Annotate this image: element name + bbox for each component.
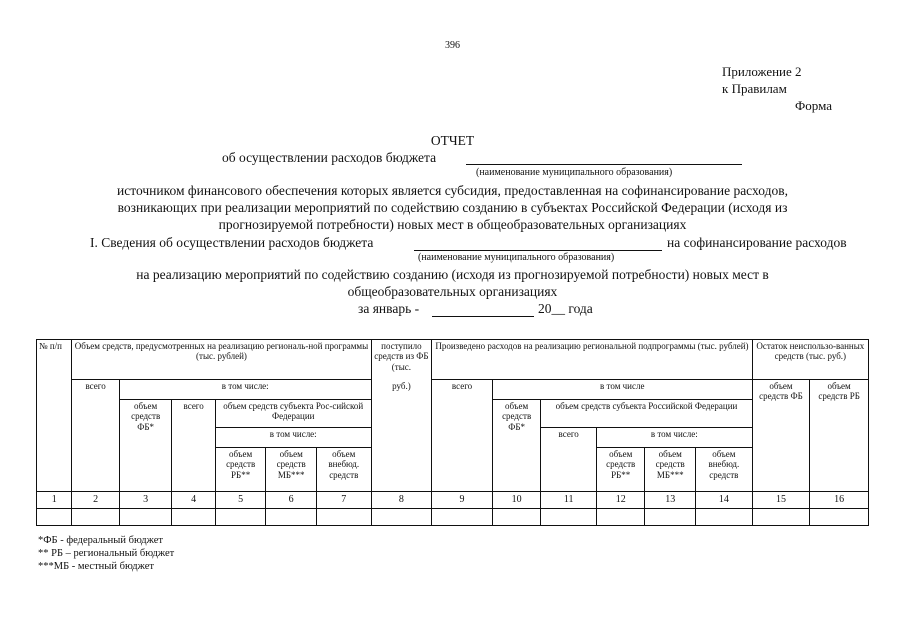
report-heading: ОТЧЕТ bbox=[430, 133, 475, 148]
header-planned-incl: в том числе: bbox=[119, 380, 371, 400]
period-blank bbox=[432, 301, 534, 317]
empty-cell bbox=[645, 509, 696, 526]
column-number: 13 bbox=[645, 492, 696, 509]
header-planned-funds: Объем средств, предусмотренных на реализацию региональ-ной программы (тыс. рублей) bbox=[72, 340, 371, 380]
header-planned-mb: объем средств МБ*** bbox=[266, 448, 317, 492]
empty-cell bbox=[172, 509, 215, 526]
title-line-2: источником финансового обеспечения которых является субсидия, предоставленная на софинансирование расходов, bbox=[117, 183, 788, 198]
title-line-3: возникающих при реализации мероприятий по содействию созданию в субъектах Российской Федерации (исходя из bbox=[117, 200, 788, 215]
column-number-row bbox=[37, 492, 869, 509]
empty-cell bbox=[119, 509, 172, 526]
footnote-mb: ***МБ - местный бюджет bbox=[38, 561, 154, 572]
column-number: 4 bbox=[172, 492, 215, 509]
municipality-blank-1 bbox=[466, 148, 742, 165]
column-number: 10 bbox=[492, 492, 541, 509]
appendix-form: Форма bbox=[795, 98, 832, 113]
column-number: 1 bbox=[37, 492, 72, 509]
header-planned-subj-incl: в том числе: bbox=[215, 428, 371, 448]
empty-cell bbox=[752, 509, 810, 526]
empty-cell bbox=[696, 509, 753, 526]
empty-cell bbox=[492, 509, 541, 526]
title-line-6: общеобразовательных организациях bbox=[347, 284, 558, 299]
period-year: 20__ года bbox=[538, 301, 593, 316]
column-number: 6 bbox=[266, 492, 317, 509]
period-label: за январь - bbox=[358, 301, 420, 316]
header-spent-fb: объем средств ФБ* bbox=[492, 400, 541, 492]
column-number: 7 bbox=[316, 492, 371, 509]
header-planned-subj-total: всего bbox=[172, 400, 215, 492]
header-spent-rb: объем средств РБ** bbox=[596, 448, 645, 492]
column-number: 11 bbox=[541, 492, 597, 509]
empty-cell bbox=[215, 509, 266, 526]
header-spent: Произведено расходов на реализацию региональной подпрограммы (тыс. рублей) bbox=[432, 340, 752, 380]
header-received-fb: поступило средств из ФБ (тыс. bbox=[371, 340, 432, 380]
column-number: 2 bbox=[72, 492, 120, 509]
empty-cell bbox=[37, 509, 72, 526]
title-line-4: прогнозируемой потребности) новых мест в общеобразовательных организациях bbox=[218, 217, 687, 232]
header-remaining: Остаток неиспользо-ванных средств (тыс. руб.) bbox=[752, 340, 868, 380]
column-number: 5 bbox=[215, 492, 266, 509]
appendix-rules: к Правилам bbox=[722, 81, 787, 96]
header-planned-subject: объем средств субъекта Рос-сийской Федерации bbox=[215, 400, 371, 428]
empty-cell bbox=[541, 509, 597, 526]
municipality-hint-1: (наименование муниципального образования) bbox=[476, 167, 673, 178]
title-line-1: об осуществлении расходов бюджета bbox=[222, 150, 437, 165]
empty-cell bbox=[432, 509, 493, 526]
column-number: 12 bbox=[596, 492, 645, 509]
appendix-number: Приложение 2 bbox=[722, 64, 802, 79]
footnote-fb: *ФБ - федеральный бюджет bbox=[38, 535, 163, 546]
table-row-empty bbox=[37, 509, 869, 526]
header-spent-subject: объем средств субъекта Российской Федерации bbox=[541, 400, 752, 428]
header-remaining-fb: объем средств ФБ bbox=[752, 380, 810, 492]
header-spent-ext: объем внебюд. средств bbox=[696, 448, 753, 492]
municipality-hint-2: (наименование муниципального образования) bbox=[418, 252, 615, 263]
header-spent-total: всего bbox=[432, 380, 493, 492]
header-planned-total: всего bbox=[72, 380, 120, 492]
header-spent-subj-total: всего bbox=[541, 428, 597, 492]
empty-cell bbox=[266, 509, 317, 526]
column-number: 8 bbox=[371, 492, 432, 509]
empty-cell bbox=[371, 509, 432, 526]
empty-cell bbox=[596, 509, 645, 526]
municipality-blank-2 bbox=[414, 235, 662, 251]
column-number: 16 bbox=[810, 492, 869, 509]
header-remaining-rb: объем средств РБ bbox=[810, 380, 869, 492]
section-title-end: на софинансирование расходов bbox=[667, 235, 847, 250]
page-number: 396 bbox=[445, 40, 460, 51]
footnote-rb: ** РБ – региональный бюджет bbox=[38, 548, 175, 559]
header-planned-rb: объем средств РБ** bbox=[215, 448, 266, 492]
column-number: 14 bbox=[696, 492, 753, 509]
header-received-fb-cont: руб.) bbox=[371, 380, 432, 492]
empty-cell bbox=[72, 509, 120, 526]
report-table bbox=[36, 339, 869, 526]
column-number: 15 bbox=[752, 492, 810, 509]
header-spent-incl: в том числе bbox=[492, 380, 752, 400]
empty-cell bbox=[810, 509, 869, 526]
header-spent-mb: объем средств МБ*** bbox=[645, 448, 696, 492]
section-title: I. Сведения об осуществлении расходов бюджета bbox=[90, 235, 374, 250]
title-line-5: на реализацию мероприятий по содействию созданию (исходя из прогнозируемой потребности) новых мест в bbox=[136, 267, 769, 282]
header-number: № п/п bbox=[37, 340, 72, 492]
empty-cell bbox=[316, 509, 371, 526]
header-spent-subj-incl: в том числе: bbox=[596, 428, 752, 448]
column-number: 3 bbox=[119, 492, 172, 509]
column-number: 9 bbox=[432, 492, 493, 509]
header-planned-fb: объем средств ФБ* bbox=[119, 400, 172, 492]
header-planned-ext: объем внебюд. средств bbox=[316, 448, 371, 492]
